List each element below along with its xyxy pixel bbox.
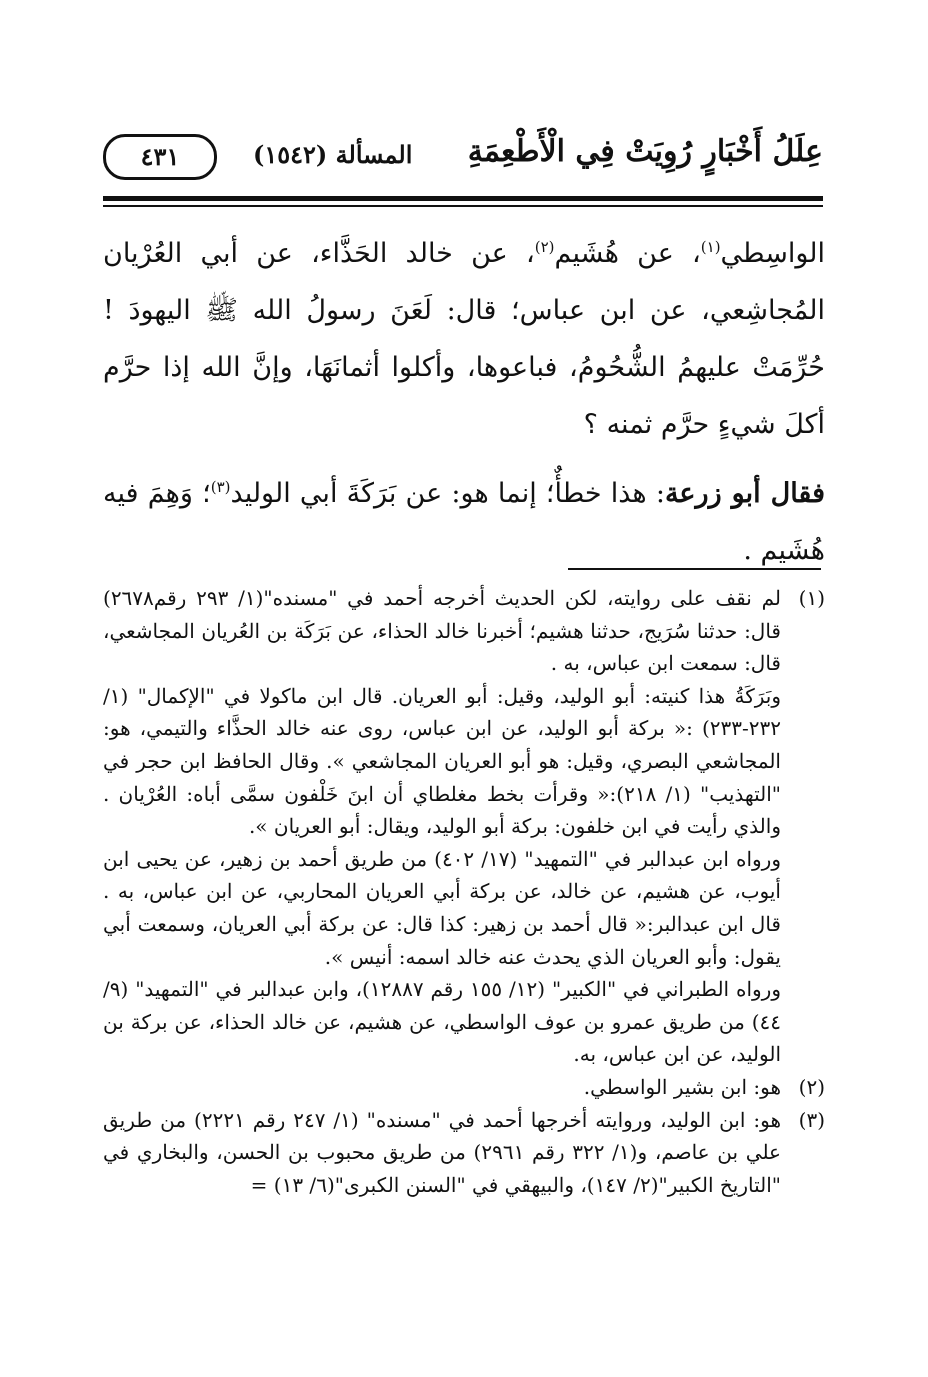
main-paragraph	[103, 465, 825, 579]
footnote-number: (٣)	[798, 1107, 825, 1132]
text-run: ؛ وَهِمَ فيه هُشَيم .	[103, 478, 825, 566]
footnote	[103, 1104, 825, 1202]
text-run: ، عن خالد الحَذَّاء، عن أبي العُرْيان المُجاشِعي، عن ابن عباس؛ قال: لَعَنَ رسولُ الله ﷺ اليهودَ ! حُرِّمَتْ عليهمُ الشُّحُومُ، فباعوها، وأكلوا أثمانَهَا، وإنَّ الله إذا حرَّم أكلَ شيءٍ حرَّم ثمنه ؟	[103, 238, 825, 440]
header-rule-thin	[103, 205, 823, 207]
footnote-paragraph: هو: ابن الوليد، وروايته أخرجها أحمد في "مسنده" (١/ ٢٤٧ رقم ٢٢٢١) من طريق علي بن عاصم، و(١/ ٣٢٢ رقم ٢٩٦١) من طريق محبوب بن الحسن، والبخاري في "التاريخ الكبير"(٢/ ١٤٧)، والبيهقي في "السنن الكبرى"(٦/ ١٣) =	[103, 1107, 781, 1197]
footnote-paragraph: ورواه ابن عبدالبر في "التمهيد" (١٧/ ٤٠٢) من طريق أحمد بن زهير، عن يحيى ابن أيوب، عن هشيم، عن خالد، عن بركة أبي العريان المحاربي، عن ابن عباس، به . قال ابن عبدالبر:« قال أحمد بن زهير: كذا قال: عن بركة أبي العريان، وسمعت أبي يقول: وأبو العريان الذي يحدث عنه خالد اسمه: أنيس ».	[103, 846, 781, 969]
footnote-paragraph: ورواه الطبراني في "الكبير" (١٢/ ١٥٥ رقم ١٢٨٨٧)، وابن عبدالبر في "التمهيد" (٩/ ٤٤) من طريق عمرو بن عوف الواسطي، عن هشيم، عن خالد الحذاء، عن بركة بن الوليد، عن ابن عباس، به.	[103, 977, 782, 1067]
page-number: ٤٣١	[103, 134, 217, 180]
footnote-paragraph: وبَرَكَةُ هذا كنيته: أبو الوليد، وقيل: أبو العريان. قال ابن ماكولا في "الإكمال" (١/ ٢٣٢-٢٣٣) :« بركة أبو الوليد، عن ابن عباس، روى عنه خالد الحذَّاء والتيمي، هو: المجاشعي البصري، وقيل: هو أبو العريان المجاشعي ». وقال الحافظ ابن حجر في "التهذيب" (١/ ٢١٨):« وقرأت بخط مغلطاي أن ابنَ خَلْفون سمَّى أباه: العُرْيان . والذي رأيت في ابن خلفون: بركة أبو الوليد، ويقال: أبو العريان ».	[103, 683, 781, 839]
footnote-separator	[568, 568, 821, 570]
main-text	[103, 225, 825, 579]
footnote-ref: (٣)	[210, 478, 231, 496]
footnote-number: (١)	[798, 586, 825, 610]
speaker-name: فقال أبو زرعة	[664, 478, 825, 509]
footnote-paragraph: لم نقف على روايته، لكن الحديث أخرجه أحمد في "مسنده"(١/ ٢٩٣ رقم٢٦٧٨) قال: حدثنا سُرَيج، حدثنا هشيم؛ أخبرنا خالد الحذاء، عن بَرَكَة بن العُريان المجاشعي، قال: سمعت ابن عباس، به .	[103, 586, 782, 676]
footnote	[103, 1071, 825, 1104]
text-run: الواسِطي	[720, 238, 826, 269]
header-rule-thick	[103, 196, 823, 201]
running-header	[103, 128, 823, 184]
text-run: : هذا خطأٌ؛ إنما هو: عن بَرَكَةَ أبي الوليد	[230, 478, 665, 509]
footnote	[103, 582, 825, 1071]
text-run: ، عن هُشَيم	[554, 238, 701, 269]
footnote-number: (٢)	[798, 1074, 825, 1099]
footnote-ref: (٢)	[534, 238, 555, 256]
footnote-paragraph: هو: ابن بشير الواسطي.	[583, 1074, 781, 1099]
footnotes	[103, 582, 825, 1201]
main-paragraph	[103, 225, 825, 453]
book-title: عِلَلُ أَخْبَارٍ رُوِيَتْ فِي الْأَطْعِمَةِ	[467, 134, 823, 169]
footnote-ref: (١)	[700, 238, 721, 256]
issue-number: المسألة (١٥٤٢)	[253, 140, 413, 169]
